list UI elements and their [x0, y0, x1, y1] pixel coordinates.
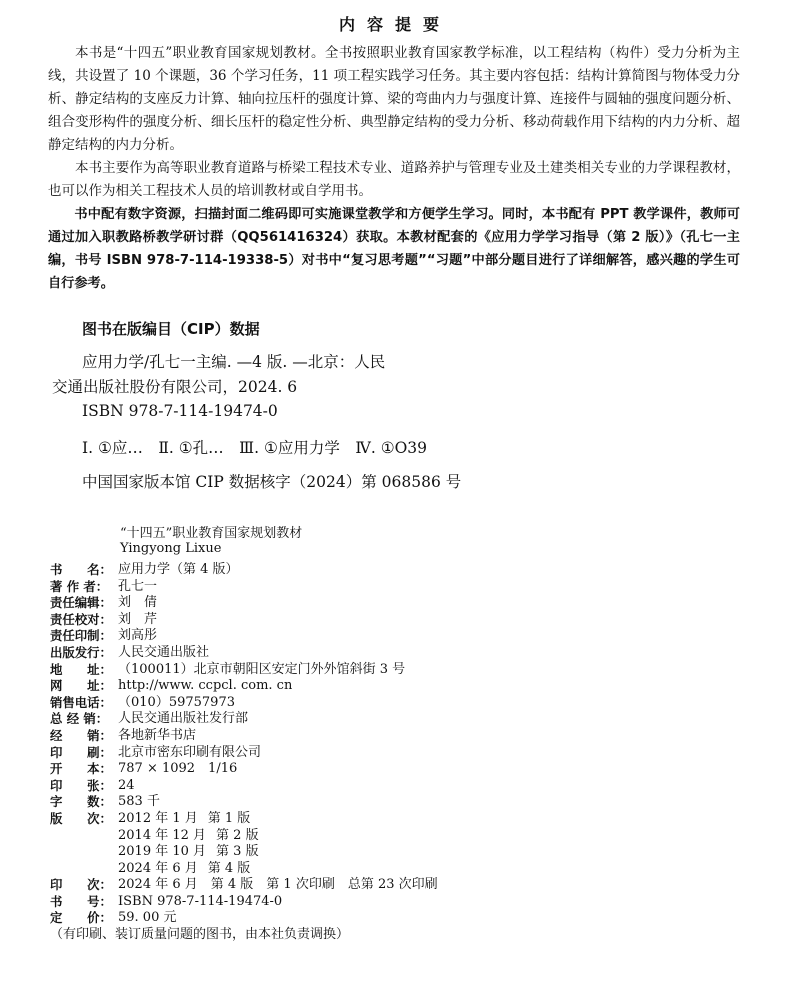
summary-section: [48, 42, 740, 295]
cip-title: 图书在版编目（CIP）数据: [82, 320, 260, 338]
edition-number: 第 3 版: [216, 844, 259, 860]
row-address: 地 址： （100011）北京市朝阳区安定门外外馆斜街 3 号: [50, 661, 406, 677]
row-format: 开 本： 787 × 1092 1/16: [50, 761, 238, 777]
edition-date: 2012 年 1 月: [118, 810, 198, 826]
edition-number: 第 2 版: [216, 827, 259, 843]
book-title-value: 应用力学（第 4 版）: [118, 562, 239, 577]
cip-line: 交通出版社股份有限公司，2024. 6: [52, 378, 298, 396]
cip-classification: Ⅰ. ①应… Ⅱ. ①孔… Ⅲ. ①应用力学 Ⅳ. ①O39: [82, 439, 428, 457]
row-sheets: 印 张： 24: [50, 777, 135, 793]
row-editor: 责任编辑： 刘 倩: [50, 595, 158, 611]
cip-isbn: ISBN 978-7-114-19474-0: [82, 402, 278, 420]
summary-resources-paragraph: 书中配有数字资源，扫描封面二维码即可实施课堂教学和方便学生学习。同时，本书配有 PPT 教学课件，教师可通过加入职教路桥教学研讨群（QQ561416324）获取。本教材配套的《应用力学学习指导（第 2 版）》（孔七一主编，书号 ISBN 978-7-114-19338-5）对书中“复习思考题”“习题”中部分题目进行了详细解答，感兴趣的学生可自行参考。: [48, 207, 740, 291]
row-proofreader: 责任校对： 刘 芹: [50, 611, 158, 627]
row-edition: [50, 844, 750, 861]
edition-number: 第 4 版: [207, 860, 251, 876]
summary-title: 内容提要: [338, 15, 451, 34]
edition-number: 第 1 版: [207, 810, 251, 826]
row-distributor: 经 销： 各地新华书店: [50, 727, 197, 743]
copyright-details: [50, 562, 750, 944]
row-website: 网 址： http://www. ccpcl. com. cn: [50, 678, 293, 694]
cip-verification: 中国国家版本馆 CIP 数据核字（2024）第 068586 号: [82, 473, 462, 491]
row-price: 定 价： 59. 00 元: [50, 910, 177, 926]
series-label: “十四五”职业教育国家规划教材: [120, 526, 303, 541]
summary-paragraph: 本书主要作为高等职业教育道路与桥梁工程技术专业、道路养护与管理专业及土建类相关专业的力学课程教材，也可以作为相关工程技术人员的培训教材或自学用书。: [48, 160, 740, 199]
row-printer: 印 刷： 北京市密东印刷有限公司: [50, 744, 262, 760]
edition-date: 2014 年 12 月: [118, 827, 207, 843]
row-publisher: 出版发行： 人民交通出版社: [50, 644, 210, 660]
row-word-count: 字 数： 583 千: [50, 794, 160, 810]
row-general-distributor: 总 经 销： 人民交通出版社发行部: [50, 711, 249, 727]
pinyin-title: Yingyong Lixue: [120, 541, 222, 556]
row-edition: [50, 861, 750, 878]
quality-note: （有印刷、装订质量问题的图书，由本社负责调换）: [50, 927, 350, 943]
edition-date: 2024 年 6 月: [118, 860, 198, 876]
row-author: 著 作 者： 孔七一: [50, 578, 158, 594]
edition-date: 2019 年 10 月: [118, 844, 207, 860]
row-book-number: 书 号： ISBN 978-7-114-19474-0: [50, 893, 283, 909]
row-impression: 印 次： 2024 年 6 月 第 4 版 第 1 次印刷 总第 23 次印刷: [50, 877, 438, 893]
summary-paragraph: 本书是“十四五”职业教育国家规划教材。全书按照职业教育国家教学标准，以工程结构（构件）受力分析为主线，共设置了 10 个课题，36 个学习任务，11 项工程实践学习任务。其主要内容包括：结构计算简图与物体受力分析、静定结构的支座反力计算、轴向拉压杆的强度计算、梁的弯曲内力与强度计算、连接件与圆轴的强度问题分析、组合变形构件的强度分析、细长压杆的稳定性分析、典型静定结构的受力分析、移动荷载作用下结构的内力分析、超静定结构的内力分析。: [48, 45, 740, 153]
cip-line: 应用力学/孔七一主编. —4 版. —北京：人民: [82, 353, 386, 371]
row-sales-phone: 销售电话： （010）59757973: [50, 694, 235, 710]
row-editions: 版 次： 2012 年 1 月 第 1 版: [50, 810, 251, 826]
row-printing-supervisor: 责任印制： 刘高彤: [50, 628, 158, 644]
row-book-title: 书 名： 应用力学（第 4 版）: [50, 562, 239, 577]
row-edition: [50, 828, 750, 845]
